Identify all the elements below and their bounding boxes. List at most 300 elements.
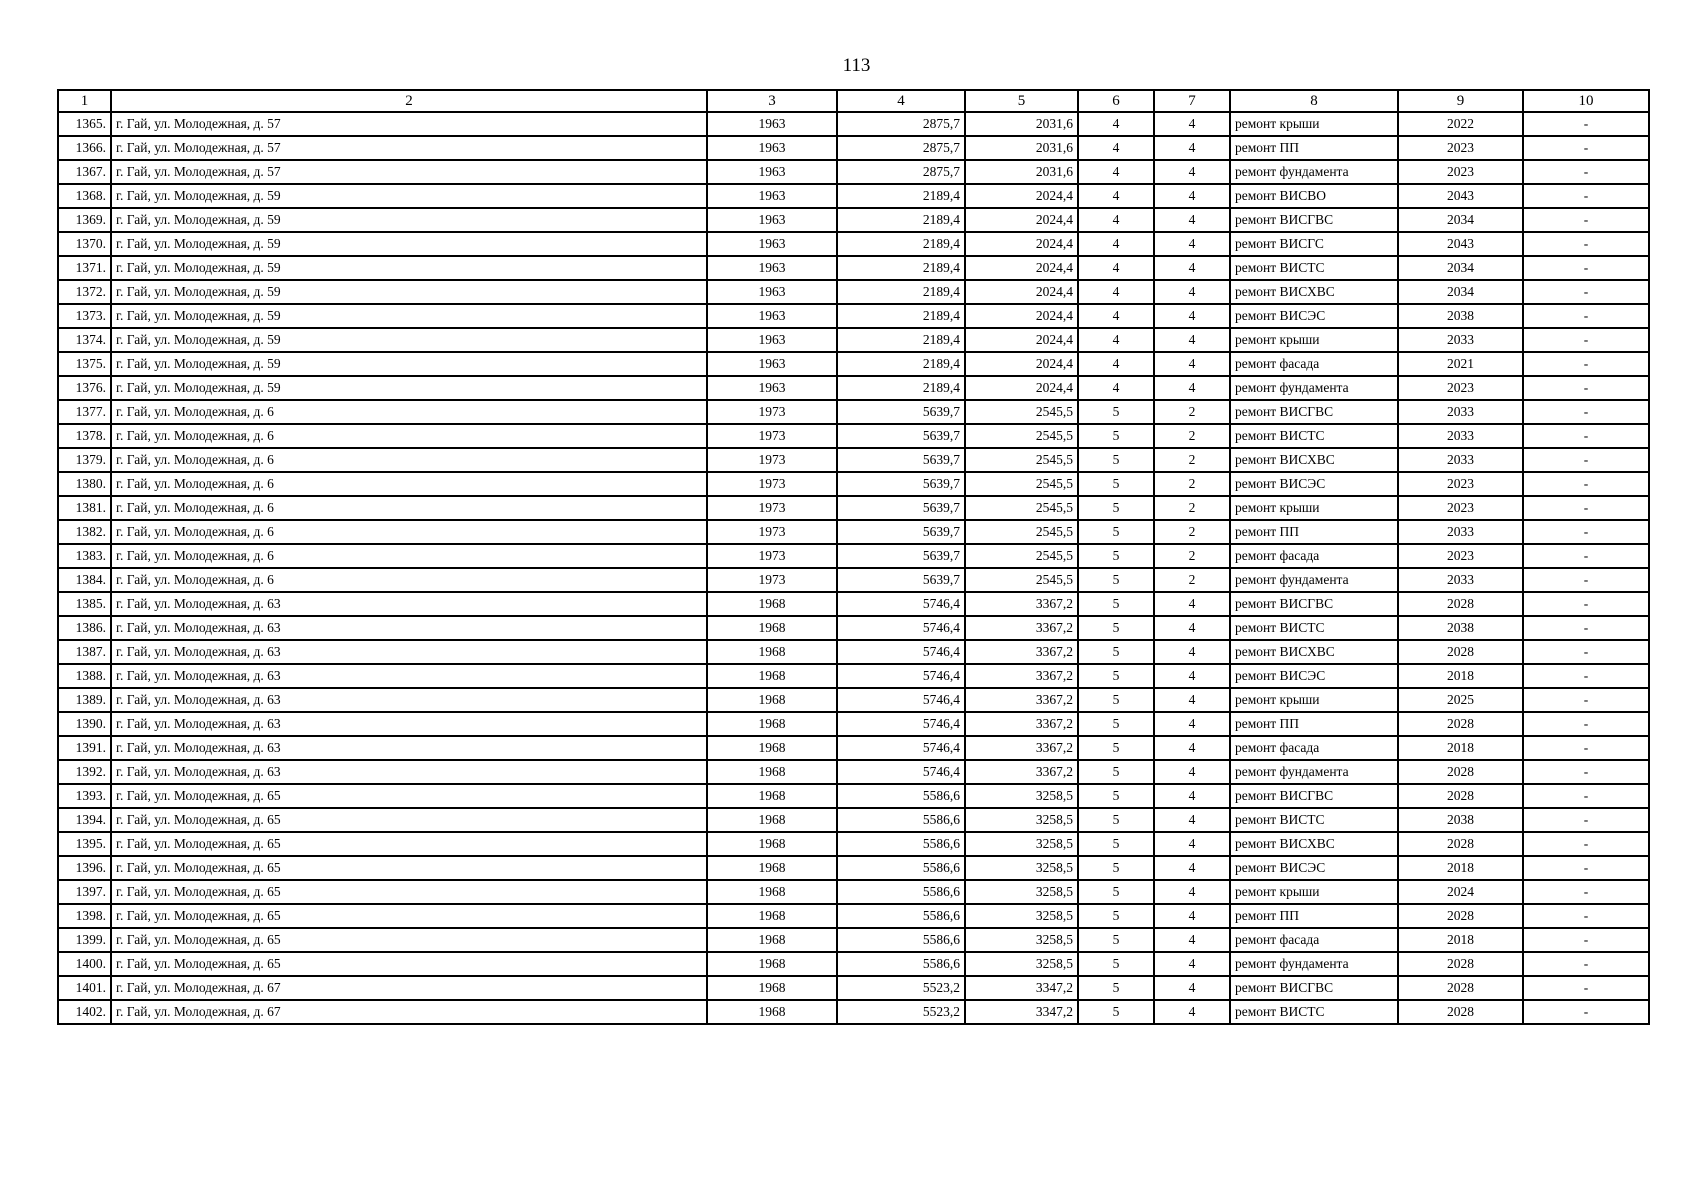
cell-floors: 5 [1078, 616, 1154, 640]
cell-work-type: ремонт ВИСГВС [1230, 400, 1398, 424]
cell-year-built: 1963 [707, 160, 837, 184]
cell-planned-year: 2034 [1398, 208, 1523, 232]
cell-note: - [1523, 1000, 1649, 1024]
cell-work-type: ремонт ВИСТС [1230, 256, 1398, 280]
cell-year-built: 1968 [707, 856, 837, 880]
cell-total-area: 5586,6 [837, 904, 965, 928]
cell-living-area: 2024,4 [965, 352, 1078, 376]
cell-planned-year: 2018 [1398, 856, 1523, 880]
cell-planned-year: 2034 [1398, 256, 1523, 280]
table-row [58, 784, 1649, 808]
table-row [58, 352, 1649, 376]
cell-address: г. Гай, ул. Молодежная, д. 59 [111, 232, 707, 256]
cell-living-area: 3367,2 [965, 688, 1078, 712]
cell-living-area: 2545,5 [965, 472, 1078, 496]
cell-total-area: 5586,6 [837, 832, 965, 856]
cell-row-number: 1399. [58, 928, 111, 952]
cell-living-area: 3258,5 [965, 784, 1078, 808]
column-header-1: 1 [58, 90, 111, 112]
cell-note: - [1523, 904, 1649, 928]
cell-note: - [1523, 664, 1649, 688]
cell-note: - [1523, 928, 1649, 952]
cell-year-built: 1968 [707, 832, 837, 856]
cell-note: - [1523, 424, 1649, 448]
cell-total-area: 2189,4 [837, 184, 965, 208]
cell-entrances: 4 [1154, 280, 1230, 304]
cell-living-area: 3258,5 [965, 928, 1078, 952]
cell-note: - [1523, 712, 1649, 736]
cell-year-built: 1973 [707, 544, 837, 568]
cell-address: г. Гай, ул. Молодежная, д. 57 [111, 112, 707, 136]
cell-note: - [1523, 112, 1649, 136]
cell-total-area: 5586,6 [837, 808, 965, 832]
cell-living-area: 3258,5 [965, 832, 1078, 856]
table-row [58, 832, 1649, 856]
cell-year-built: 1973 [707, 448, 837, 472]
cell-total-area: 5746,4 [837, 616, 965, 640]
cell-year-built: 1968 [707, 952, 837, 976]
cell-year-built: 1968 [707, 592, 837, 616]
cell-floors: 4 [1078, 208, 1154, 232]
cell-total-area: 2189,4 [837, 256, 965, 280]
cell-work-type: ремонт крыши [1230, 880, 1398, 904]
cell-floors: 4 [1078, 352, 1154, 376]
cell-note: - [1523, 952, 1649, 976]
cell-living-area: 2024,4 [965, 280, 1078, 304]
cell-year-built: 1963 [707, 328, 837, 352]
cell-entrances: 4 [1154, 688, 1230, 712]
cell-planned-year: 2034 [1398, 280, 1523, 304]
cell-address: г. Гай, ул. Молодежная, д. 59 [111, 352, 707, 376]
cell-planned-year: 2043 [1398, 232, 1523, 256]
cell-row-number: 1375. [58, 352, 111, 376]
cell-planned-year: 2028 [1398, 784, 1523, 808]
cell-planned-year: 2038 [1398, 808, 1523, 832]
cell-address: г. Гай, ул. Молодежная, д. 57 [111, 136, 707, 160]
cell-row-number: 1385. [58, 592, 111, 616]
cell-entrances: 4 [1154, 352, 1230, 376]
cell-row-number: 1397. [58, 880, 111, 904]
cell-entrances: 4 [1154, 712, 1230, 736]
cell-work-type: ремонт ПП [1230, 520, 1398, 544]
table-row [58, 496, 1649, 520]
cell-floors: 5 [1078, 1000, 1154, 1024]
cell-row-number: 1379. [58, 448, 111, 472]
cell-address: г. Гай, ул. Молодежная, д. 59 [111, 256, 707, 280]
cell-work-type: ремонт ВИСТС [1230, 1000, 1398, 1024]
cell-note: - [1523, 328, 1649, 352]
cell-total-area: 5586,6 [837, 856, 965, 880]
cell-entrances: 4 [1154, 904, 1230, 928]
cell-total-area: 5586,6 [837, 784, 965, 808]
cell-planned-year: 2018 [1398, 928, 1523, 952]
cell-year-built: 1973 [707, 472, 837, 496]
cell-floors: 5 [1078, 880, 1154, 904]
cell-address: г. Гай, ул. Молодежная, д. 59 [111, 280, 707, 304]
table-row [58, 1000, 1649, 1024]
cell-total-area: 5586,6 [837, 952, 965, 976]
cell-planned-year: 2033 [1398, 424, 1523, 448]
cell-floors: 5 [1078, 544, 1154, 568]
cell-entrances: 4 [1154, 136, 1230, 160]
cell-floors: 4 [1078, 232, 1154, 256]
cell-planned-year: 2028 [1398, 640, 1523, 664]
cell-planned-year: 2028 [1398, 592, 1523, 616]
cell-year-built: 1968 [707, 760, 837, 784]
table-row [58, 664, 1649, 688]
cell-year-built: 1968 [707, 976, 837, 1000]
cell-year-built: 1968 [707, 688, 837, 712]
cell-address: г. Гай, ул. Молодежная, д. 6 [111, 520, 707, 544]
cell-row-number: 1372. [58, 280, 111, 304]
cell-entrances: 4 [1154, 736, 1230, 760]
cell-row-number: 1401. [58, 976, 111, 1000]
cell-total-area: 2875,7 [837, 160, 965, 184]
cell-total-area: 5746,4 [837, 736, 965, 760]
cell-year-built: 1963 [707, 136, 837, 160]
cell-row-number: 1381. [58, 496, 111, 520]
cell-row-number: 1366. [58, 136, 111, 160]
cell-living-area: 3367,2 [965, 664, 1078, 688]
cell-total-area: 5746,4 [837, 592, 965, 616]
cell-note: - [1523, 352, 1649, 376]
cell-floors: 5 [1078, 976, 1154, 1000]
cell-planned-year: 2038 [1398, 304, 1523, 328]
cell-living-area: 2545,5 [965, 544, 1078, 568]
cell-year-built: 1963 [707, 112, 837, 136]
cell-total-area: 5639,7 [837, 424, 965, 448]
cell-year-built: 1968 [707, 640, 837, 664]
cell-planned-year: 2028 [1398, 952, 1523, 976]
cell-total-area: 2189,4 [837, 280, 965, 304]
cell-row-number: 1365. [58, 112, 111, 136]
cell-entrances: 4 [1154, 640, 1230, 664]
cell-note: - [1523, 184, 1649, 208]
cell-note: - [1523, 592, 1649, 616]
cell-planned-year: 2024 [1398, 880, 1523, 904]
cell-note: - [1523, 568, 1649, 592]
cell-note: - [1523, 736, 1649, 760]
cell-row-number: 1387. [58, 640, 111, 664]
table-body [58, 112, 1649, 1024]
cell-address: г. Гай, ул. Молодежная, д. 6 [111, 448, 707, 472]
cell-row-number: 1370. [58, 232, 111, 256]
cell-total-area: 5639,7 [837, 568, 965, 592]
table-row [58, 568, 1649, 592]
cell-address: г. Гай, ул. Молодежная, д. 6 [111, 544, 707, 568]
cell-work-type: ремонт фундамента [1230, 376, 1398, 400]
cell-total-area: 2189,4 [837, 208, 965, 232]
cell-address: г. Гай, ул. Молодежная, д. 67 [111, 976, 707, 1000]
cell-floors: 5 [1078, 400, 1154, 424]
cell-year-built: 1963 [707, 352, 837, 376]
cell-planned-year: 2025 [1398, 688, 1523, 712]
cell-floors: 5 [1078, 736, 1154, 760]
cell-living-area: 2024,4 [965, 304, 1078, 328]
cell-total-area: 5639,7 [837, 472, 965, 496]
cell-floors: 4 [1078, 136, 1154, 160]
cell-note: - [1523, 256, 1649, 280]
cell-floors: 4 [1078, 328, 1154, 352]
cell-address: г. Гай, ул. Молодежная, д. 6 [111, 400, 707, 424]
cell-floors: 5 [1078, 640, 1154, 664]
cell-planned-year: 2043 [1398, 184, 1523, 208]
repair-schedule-table [57, 89, 1650, 1025]
table-row [58, 280, 1649, 304]
cell-living-area: 2031,6 [965, 136, 1078, 160]
cell-year-built: 1968 [707, 1000, 837, 1024]
cell-work-type: ремонт ВИСГВС [1230, 592, 1398, 616]
cell-row-number: 1376. [58, 376, 111, 400]
cell-entrances: 2 [1154, 544, 1230, 568]
cell-year-built: 1973 [707, 520, 837, 544]
cell-planned-year: 2022 [1398, 112, 1523, 136]
cell-living-area: 3367,2 [965, 712, 1078, 736]
cell-address: г. Гай, ул. Молодежная, д. 63 [111, 736, 707, 760]
table-row [58, 376, 1649, 400]
cell-total-area: 5639,7 [837, 448, 965, 472]
cell-floors: 4 [1078, 304, 1154, 328]
cell-year-built: 1968 [707, 784, 837, 808]
cell-entrances: 4 [1154, 808, 1230, 832]
cell-work-type: ремонт ВИСВО [1230, 184, 1398, 208]
cell-entrances: 4 [1154, 1000, 1230, 1024]
cell-address: г. Гай, ул. Молодежная, д. 59 [111, 328, 707, 352]
cell-floors: 5 [1078, 688, 1154, 712]
cell-note: - [1523, 856, 1649, 880]
cell-work-type: ремонт ВИСГВС [1230, 976, 1398, 1000]
column-header-3: 3 [707, 90, 837, 112]
table-row [58, 424, 1649, 448]
cell-work-type: ремонт фундамента [1230, 160, 1398, 184]
cell-row-number: 1398. [58, 904, 111, 928]
cell-planned-year: 2028 [1398, 832, 1523, 856]
cell-address: г. Гай, ул. Молодежная, д. 63 [111, 592, 707, 616]
cell-entrances: 4 [1154, 784, 1230, 808]
cell-total-area: 2189,4 [837, 352, 965, 376]
cell-living-area: 3367,2 [965, 760, 1078, 784]
cell-living-area: 2024,4 [965, 184, 1078, 208]
cell-planned-year: 2033 [1398, 328, 1523, 352]
cell-living-area: 2031,6 [965, 112, 1078, 136]
cell-floors: 5 [1078, 712, 1154, 736]
cell-work-type: ремонт фасада [1230, 928, 1398, 952]
cell-floors: 5 [1078, 520, 1154, 544]
cell-floors: 5 [1078, 592, 1154, 616]
table-row [58, 136, 1649, 160]
cell-note: - [1523, 688, 1649, 712]
cell-entrances: 4 [1154, 376, 1230, 400]
cell-entrances: 4 [1154, 592, 1230, 616]
cell-floors: 5 [1078, 928, 1154, 952]
cell-entrances: 4 [1154, 304, 1230, 328]
cell-planned-year: 2028 [1398, 712, 1523, 736]
cell-living-area: 2024,4 [965, 256, 1078, 280]
cell-total-area: 5746,4 [837, 760, 965, 784]
cell-living-area: 3367,2 [965, 640, 1078, 664]
cell-total-area: 2189,4 [837, 232, 965, 256]
cell-work-type: ремонт фасада [1230, 736, 1398, 760]
cell-row-number: 1371. [58, 256, 111, 280]
table-row [58, 808, 1649, 832]
cell-work-type: ремонт ВИСХВС [1230, 448, 1398, 472]
cell-floors: 5 [1078, 832, 1154, 856]
cell-row-number: 1383. [58, 544, 111, 568]
cell-note: - [1523, 208, 1649, 232]
cell-total-area: 2189,4 [837, 328, 965, 352]
cell-work-type: ремонт крыши [1230, 112, 1398, 136]
cell-address: г. Гай, ул. Молодежная, д. 6 [111, 496, 707, 520]
cell-address: г. Гай, ул. Молодежная, д. 65 [111, 880, 707, 904]
cell-entrances: 4 [1154, 328, 1230, 352]
cell-planned-year: 2038 [1398, 616, 1523, 640]
table-header-row [58, 90, 1649, 112]
table-row [58, 856, 1649, 880]
cell-row-number: 1396. [58, 856, 111, 880]
cell-entrances: 2 [1154, 400, 1230, 424]
cell-living-area: 2545,5 [965, 400, 1078, 424]
cell-row-number: 1400. [58, 952, 111, 976]
cell-address: г. Гай, ул. Молодежная, д. 63 [111, 640, 707, 664]
cell-floors: 5 [1078, 808, 1154, 832]
table-row [58, 928, 1649, 952]
cell-entrances: 2 [1154, 496, 1230, 520]
cell-work-type: ремонт фасада [1230, 352, 1398, 376]
cell-year-built: 1968 [707, 616, 837, 640]
cell-work-type: ремонт ВИСЭС [1230, 856, 1398, 880]
cell-address: г. Гай, ул. Молодежная, д. 57 [111, 160, 707, 184]
cell-work-type: ремонт ВИСГВС [1230, 208, 1398, 232]
cell-total-area: 2189,4 [837, 304, 965, 328]
cell-total-area: 5746,4 [837, 664, 965, 688]
table-row [58, 448, 1649, 472]
cell-address: г. Гай, ул. Молодежная, д. 59 [111, 208, 707, 232]
cell-row-number: 1393. [58, 784, 111, 808]
cell-entrances: 4 [1154, 880, 1230, 904]
cell-address: г. Гай, ул. Молодежная, д. 6 [111, 568, 707, 592]
cell-note: - [1523, 400, 1649, 424]
cell-address: г. Гай, ул. Молодежная, д. 59 [111, 376, 707, 400]
table-row [58, 760, 1649, 784]
cell-note: - [1523, 304, 1649, 328]
cell-planned-year: 2028 [1398, 904, 1523, 928]
cell-row-number: 1392. [58, 760, 111, 784]
cell-year-built: 1973 [707, 496, 837, 520]
cell-note: - [1523, 760, 1649, 784]
cell-floors: 4 [1078, 376, 1154, 400]
cell-address: г. Гай, ул. Молодежная, д. 65 [111, 832, 707, 856]
cell-row-number: 1388. [58, 664, 111, 688]
column-header-4: 4 [837, 90, 965, 112]
cell-floors: 5 [1078, 904, 1154, 928]
cell-living-area: 3367,2 [965, 736, 1078, 760]
cell-row-number: 1368. [58, 184, 111, 208]
cell-living-area: 3258,5 [965, 904, 1078, 928]
cell-year-built: 1968 [707, 880, 837, 904]
cell-entrances: 4 [1154, 952, 1230, 976]
cell-row-number: 1390. [58, 712, 111, 736]
cell-entrances: 4 [1154, 928, 1230, 952]
cell-total-area: 5639,7 [837, 544, 965, 568]
cell-work-type: ремонт крыши [1230, 328, 1398, 352]
column-header-2: 2 [111, 90, 707, 112]
cell-floors: 5 [1078, 952, 1154, 976]
cell-row-number: 1402. [58, 1000, 111, 1024]
cell-address: г. Гай, ул. Молодежная, д. 65 [111, 856, 707, 880]
cell-row-number: 1380. [58, 472, 111, 496]
cell-row-number: 1367. [58, 160, 111, 184]
cell-living-area: 3347,2 [965, 1000, 1078, 1024]
cell-total-area: 5639,7 [837, 496, 965, 520]
cell-living-area: 2545,5 [965, 496, 1078, 520]
cell-work-type: ремонт фундамента [1230, 952, 1398, 976]
cell-living-area: 2024,4 [965, 208, 1078, 232]
table-row [58, 952, 1649, 976]
table-row [58, 160, 1649, 184]
cell-note: - [1523, 880, 1649, 904]
cell-living-area: 2024,4 [965, 328, 1078, 352]
table-row [58, 232, 1649, 256]
cell-address: г. Гай, ул. Молодежная, д. 65 [111, 904, 707, 928]
cell-entrances: 4 [1154, 232, 1230, 256]
cell-total-area: 5746,4 [837, 688, 965, 712]
cell-note: - [1523, 472, 1649, 496]
cell-note: - [1523, 784, 1649, 808]
cell-row-number: 1395. [58, 832, 111, 856]
cell-note: - [1523, 496, 1649, 520]
cell-year-built: 1968 [707, 904, 837, 928]
cell-floors: 5 [1078, 568, 1154, 592]
cell-floors: 5 [1078, 424, 1154, 448]
cell-address: г. Гай, ул. Молодежная, д. 65 [111, 784, 707, 808]
column-header-10: 10 [1523, 90, 1649, 112]
cell-row-number: 1386. [58, 616, 111, 640]
cell-entrances: 2 [1154, 472, 1230, 496]
cell-planned-year: 2023 [1398, 136, 1523, 160]
cell-note: - [1523, 280, 1649, 304]
cell-year-built: 1963 [707, 232, 837, 256]
cell-floors: 4 [1078, 280, 1154, 304]
table-row [58, 304, 1649, 328]
cell-row-number: 1389. [58, 688, 111, 712]
cell-planned-year: 2023 [1398, 472, 1523, 496]
cell-note: - [1523, 832, 1649, 856]
table-row [58, 712, 1649, 736]
cell-total-area: 5523,2 [837, 976, 965, 1000]
cell-floors: 5 [1078, 496, 1154, 520]
column-header-6: 6 [1078, 90, 1154, 112]
table-row [58, 256, 1649, 280]
cell-planned-year: 2028 [1398, 760, 1523, 784]
table-row [58, 208, 1649, 232]
table-row [58, 184, 1649, 208]
cell-total-area: 2875,7 [837, 112, 965, 136]
cell-note: - [1523, 616, 1649, 640]
cell-living-area: 3367,2 [965, 616, 1078, 640]
cell-row-number: 1394. [58, 808, 111, 832]
cell-entrances: 4 [1154, 832, 1230, 856]
cell-address: г. Гай, ул. Молодежная, д. 65 [111, 808, 707, 832]
cell-note: - [1523, 976, 1649, 1000]
cell-living-area: 2024,4 [965, 376, 1078, 400]
cell-entrances: 4 [1154, 160, 1230, 184]
cell-work-type: ремонт ВИСЭС [1230, 472, 1398, 496]
cell-address: г. Гай, ул. Молодежная, д. 63 [111, 712, 707, 736]
cell-note: - [1523, 520, 1649, 544]
cell-work-type: ремонт ВИСГВС [1230, 784, 1398, 808]
cell-address: г. Гай, ул. Молодежная, д. 63 [111, 616, 707, 640]
cell-planned-year: 2033 [1398, 400, 1523, 424]
